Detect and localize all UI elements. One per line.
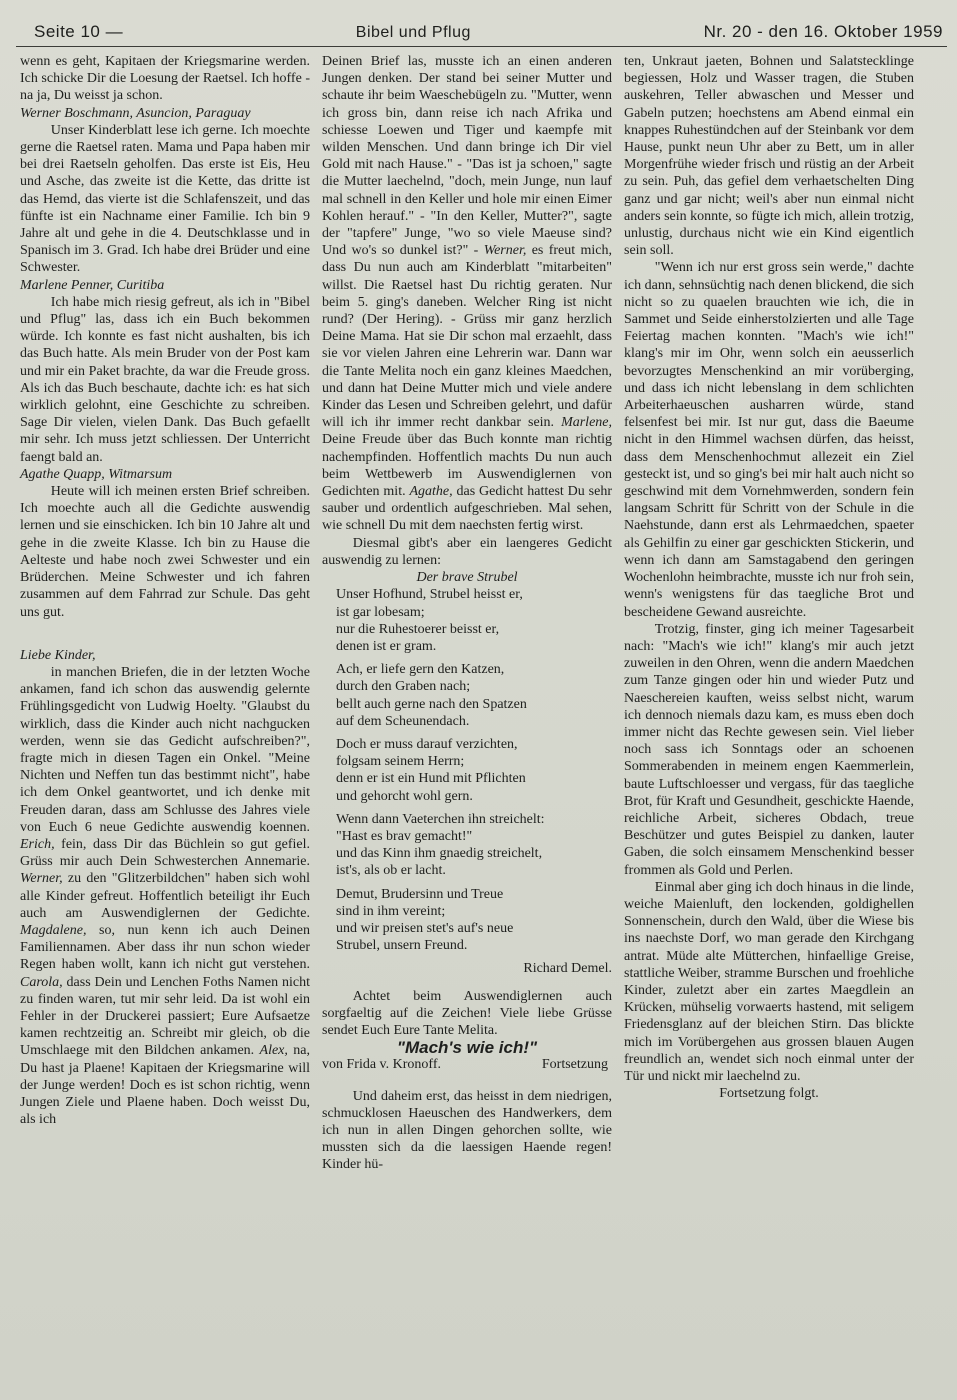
child-name: Agathe, bbox=[409, 484, 453, 500]
poem-line: folgsam seinem Herrn; bbox=[336, 754, 465, 770]
child-name: Carola, bbox=[20, 974, 63, 990]
reply-text: Deinen Brief las, musste ich an einen anderen Jungen denken. Der stand bei seiner Mutter und schaute ihr beim Waeschebügeln zu. "Mutter, wenn ich gross bin, dann reise ich nach Afrika und schiesse Loewen und Tiger und kaempfe mit wilden Menschen. Und dann bringe ich Dir viel Gold mit nach Hause." - "Das ist ja schoen," sagte die Mutter laechelnd, "doch, mein Junge, nun lauf mal schnell in den Keller und hole mir einen Eimer Kohlen herauf." - "In den Keller, Mutter?", sagte der "tapfere" Junge, "wo so viele Maeuse sind? Und wo's so dunkel ist?" - bbox=[322, 54, 612, 259]
poem-intro: Diesmal gibt's aber ein laengeres Gedicht auswendig zu lernen: bbox=[322, 535, 612, 568]
page-header bbox=[16, 14, 947, 47]
poem-line: auf dem Scheunendach. bbox=[336, 713, 470, 729]
issue-date: Nr. 20 - den 16. Oktober 1959 bbox=[703, 22, 943, 41]
poem-line: und wir preisen stet's auf's neue bbox=[336, 920, 514, 936]
poem-stanza bbox=[336, 661, 612, 730]
poem-line: und das Kinn ihm gnaedig streichelt, bbox=[336, 846, 543, 862]
poem-author: Richard Demel. bbox=[523, 961, 612, 977]
story-title: "Mach's wie ich!" bbox=[396, 1038, 538, 1058]
poem-line: ist gar lobesam; bbox=[336, 604, 425, 620]
poem-line: und gehorcht wohl gern. bbox=[336, 788, 473, 804]
poem-line: denn er ist ein Hund mit Pflichten bbox=[336, 771, 526, 787]
story-byline bbox=[322, 1056, 608, 1073]
poem-line: Wenn dann Vaeterchen ihn streichelt: bbox=[336, 811, 545, 827]
article-columns bbox=[16, 53, 947, 1174]
reply-text: das Gedicht hattest Du sehr sauber und ordentlich aufgeschrieben. Mal sehen, wie schnell Du mit dem naechsten fertig wirst. bbox=[322, 484, 612, 534]
reply-text: dass Dein und Lenchen Foths Namen nicht zu finden waren, tut mir sehr leid. Da ist wohl ein Fehler in der Druckerei passiert; Eure Aufsaetze kamen rechtzeitig an. Schreibt mir gleich, ob die Umschlaege mit den Bildchen ankamen. bbox=[20, 974, 310, 1059]
letter-text: Unser Kinderblatt lese ich gerne. Ich moechte gerne die Raetsel raten. Mama und Papa haben mir bei drei Raetseln geholfen. Das erste ist Eis, Heu und Asche, das zweite ist die Kette, das dritte ist das Hemd, das vierte ist die Schlafenszeit, und das fünfte ist ein Nachname einer Familie. Ich bin 9 Jahre alt und gehe in die 4. Deutschklasse und in Spanisch im 3. Grad. Ich habe drei Brüder und eine Schwester. bbox=[20, 122, 310, 276]
column-2 bbox=[322, 53, 612, 1174]
story-text: Trotzig, finster, ging ich meiner Tagesarbeit nach: "Mach's wie ich!" klang's mir auch jetzt zuweilen in den Ohren, wenn die andern Maedchen zum Tanze gingen oder hin und wieder Putz und Naeschereien kauften, weiss selbst nicht, warum ich dennoch niemals dazu kam, es muss eben doch immer nicht das Rechte gewesen sein. Viel lieber noch sass ich Sonntags oder an schoenen Sommerabenden in meinem engen Kaemmerlein, baute Luftschloesser und vergass, für das taegliche Brot, für Kraft und Gesundheit, geschickte Haende, reichliche Arbeit, sicheres Obdach, treue Beschützer und gutes Beispiel zu danken, lauter Gaben, die solch einsamem Menschenkind besser frommen als Gold und Perlen. bbox=[624, 621, 914, 878]
poem-stanza bbox=[336, 886, 612, 955]
story-author: von Frida v. Kronoff. bbox=[322, 1057, 441, 1073]
poem-line: ist's, als ob er lacht. bbox=[336, 863, 446, 879]
reply-text: es freut mich, dass Du nun auch am Kinderblatt "mitarbeiten" willst. Die Raetsel hast Du richtig geraten. Nur beim 5. ging's daneben. Welcher Ring ist nicht rund? (Der Hering). - Grüss mir ganz herzlich Deine Mama. Hat sie Dir schon mal erzaehlt, dass sie vor vielen Jahren eine Lehrerin war. Dann war die Tante Melita noch ein ganz kleines Maedchen, und dann hat Deine Mutter mich und viele andere Kinder das Lesen und Schreiben gelehrt, und dafür will ich ihr immer recht dankbar sein. bbox=[322, 243, 612, 431]
reply-text: so, nun kenn ich auch Deinen Familiennamen. Aber dass ihr nun schon wieder Regen haben wollt, kann ich nicht gut verstehen. bbox=[20, 922, 310, 973]
poem-line: durch den Graben nach; bbox=[336, 679, 471, 695]
story-text: Einmal aber ging ich doch hinaus in die linde, weiche Maienluft, den lockenden, goldighellen Sonnenschein, durch den Wald, über die Wiese bis ins naechste Dorf, wo man gerade den Kirchgang antrat. Müde alte Mütterchen, hinfaellige Greise, stattliche Weiber, stramme Burschen und froehliche Kinder, zuletzt aber ein zartes Maegdlein an Krücken, mühselig vorwaerts hastend, mit seligem Friedensglanz auf der bleichen Stirn. Das blickte mich im Vorübergehen aus grossen blauen Augen freundlich an, wendet sich noch einmal unter der Tür und nickt mir laechelnd zu. bbox=[624, 879, 914, 1084]
poem-line: Doch er muss darauf verzichten, bbox=[336, 736, 518, 752]
editor-reply bbox=[20, 664, 310, 1128]
poem-line: Ach, er liefe gern den Katzen, bbox=[336, 662, 505, 678]
child-name: Alex, bbox=[259, 1043, 288, 1059]
poem-stanza bbox=[336, 811, 612, 880]
poem-line: nur die Ruhestoerer beisst er, bbox=[336, 621, 500, 637]
poem-line: Strubel, unsern Freund. bbox=[336, 938, 468, 954]
poem-stanza bbox=[336, 586, 612, 655]
child-name: Werner, bbox=[483, 243, 527, 259]
publication-title: Bibel und Pflug bbox=[355, 24, 471, 41]
letter-signature: Agathe Quapp, Witmarsum bbox=[20, 466, 173, 482]
child-name: Erich, bbox=[20, 836, 55, 852]
reply-text: Deine Freude über das Buch konnte man richtig nachempfinden. Hoffentlich machts Du nun auch beim Wettbewerb im Auswendiglernen von Gedichten mit. bbox=[322, 432, 612, 500]
poem-stanza bbox=[336, 736, 612, 805]
reply-text: in manchen Briefen, die in der letzten Woche ankamen, fand ich schon das auswendig gelernte Frühlingsgedicht von Ludwig Hoelty. "Glaubst du wirklich, dass die Kinder auch nicht nachgucken werden, wenn sie das Gedicht aufschreiben?", fragte mich in diesen Tagen ein Onkel. "Meine Nichten und Neffen tun das bestimmt nicht", habe ich dem Onkel geantwortet, und ich denke mit Freuden daran, dass am Schlusse des Jahres viele von Euch 6 neue Gedichte auswendig koennen. bbox=[20, 664, 310, 835]
editor-closing: Achtet beim Auswendiglernen auch sorgfaeltig auf die Zeichen! Viele liebe Grüsse sendet Euch Eure Tante Melita. bbox=[322, 988, 612, 1038]
child-name: Marlene, bbox=[561, 415, 612, 431]
page-number: Seite 10 — bbox=[34, 22, 124, 41]
poem-line: Unser Hofhund, Strubel heisst er, bbox=[336, 587, 523, 603]
poem-line: "Hast es brav gemacht!" bbox=[336, 828, 473, 844]
letter-text: Ich habe mich riesig gefreut, als ich in "Bibel und Pflug" las, dass ich ein Buch bekommen würde. Ich konnte es fast nicht aushalten, bis ich das Buch hatte. Als mein Bruder von der Post kam und mir ein Paket brachte, da war die Freude gross. Als ich das Buch beschaute, dachte ich: es hat sich wirklich gelohnt, eine Geschichte zu schreiben. Sage Dir vielen, vielen Dank. Das Buch gefaellt mir sehr. Ich muss jetzt schliessen. Der Unterricht faengt bald an. bbox=[20, 294, 310, 465]
editor-greeting: Liebe Kinder, bbox=[20, 647, 96, 663]
poem-line: sind in ihm vereint; bbox=[336, 903, 446, 919]
child-name: Werner, bbox=[20, 871, 63, 887]
letter-text: Heute will ich meinen ersten Brief schreiben. Ich moechte auch all die Gedichte auswendig lernen und sie einschicken. Ich bin 10 Jahre alt und gehe in die zweite Klasse. Ich bin zu Hause die Aelteste und habe noch zwei Schwester und ein Brüderchen. Meine Schwester und ich fahren zusammen auf dem Fahrrad zur Schule. Das geht uns gut. bbox=[20, 484, 310, 620]
poem-title: Der brave Strubel bbox=[416, 570, 518, 586]
story-text: Und daheim erst, das heisst in dem niedrigen, schmucklosen Haeuschen des Handwerkers, dem ich nun in allen Dingen gehorchen sollte, wie mussten sich da die laessigen Haende regen! Kinder hü- bbox=[322, 1088, 612, 1173]
continued-notice: Fortsetzung folgt. bbox=[719, 1086, 819, 1102]
letter-text: wenn es geht, Kapitaen der Kriegsmarine werden. Ich schicke Dir die Loesung der Raetsel. Ich hoffe - na ja, Du weisst ja schon. bbox=[20, 54, 310, 104]
letter-signature: Marlene Penner, Curitiba bbox=[20, 277, 165, 293]
poem-line: Demut, Brudersinn und Treue bbox=[336, 886, 504, 902]
continuation-label: Fortsetzung bbox=[541, 1057, 608, 1073]
story-text: "Wenn ich nur erst gross sein werde," dachte ich dann, sehnsüchtig nach denen blickend, die sich nicht so zu quaelen brauchten wie ich, die in Sammet und Seide einherstolzierten und alle Tage Feiertag machen konnten. "Mach's wie ich!" klang's mir im Ohr, wenn solch ein aeusserlich bevorzugtes Menschenkind an mir vorüberging, und dass ich nicht lebenslang in dem schlichten Arbeiterhaeuschen ausharren würde, stand felsenfest bei mir. Ist nur gut, dass die Baeume nicht in den Himmel wachsen dürfen, das heisst, dass dem Menschenhochmut allezeit ein Ziel gesteckt ist, und so ging's bei mir halt auch nicht so geschwind mit dem Vornehmwerden, sondern fein langsam Schritt für Schritt von der Schule in die Naehstunde, dann erst als Lehrmaedchen, spaeter als Gehilfin zu einer gar geschickten Stickerin, und wenn ich dann am Samstagabend den geringen Wochenlohn heimbrachte, musste ich nur froh sein, wenn's wenigstens für das taegliche Brot und bescheidene Gewand ausreichte. bbox=[624, 260, 914, 620]
reply-text: zu den "Glitzerbildchen" haben sich wohl alle Kinder gefreut. Hoffentlich beteiligt ihr Euch auch am Auswendiglernen der Gedichte. bbox=[20, 871, 310, 921]
story-text: ten, Unkraut jaeten, Bohnen und Salatstecklinge begiessen, Holz und Wasser tragen, die Stuben auskehren, Teller abwaschen und Messer und Gabeln putzen; hoechstens am Abend einmal ein knappes Ruhestündchen auf der Steinbank vor dem Hause, punkt neun Uhr aber zu Bett, um in aller Morgenfrühe wieder frisch und rüstig an der Arbeit zu sein. Puh, das gefiel dem verhaetschelten Ding ganz und gar nicht; weil's aber nun einmal nicht anders sein konnte, so fügte ich mich, allein trotzig, unlustig, durchaus nicht wie ein Kind eigentlich sein soll. bbox=[624, 54, 914, 259]
letter-signature: Werner Boschmann, Asuncion, Paraguay bbox=[20, 105, 251, 121]
column-1 bbox=[20, 53, 310, 1174]
reply-text: na, Du hast ja Plaene! Kapitaen der Kriegsmarine will der Junge werden! Doch es ist schon richtig, wenn Jungen Ziele und Plaene haben. Doch weisst Du, als ich bbox=[20, 1043, 310, 1128]
editor-reply bbox=[322, 53, 612, 535]
reply-text: fein, dass Dir das Büchlein so gut gefiel. Grüss mir auch Dein Schwesterchen Annemarie. bbox=[20, 836, 310, 870]
poem-line: bellt auch gerne nach den Spatzen bbox=[336, 696, 527, 712]
column-3 bbox=[624, 53, 914, 1174]
child-name: Magdalene, bbox=[20, 922, 87, 938]
poem-line: denen ist er gram. bbox=[336, 638, 437, 654]
